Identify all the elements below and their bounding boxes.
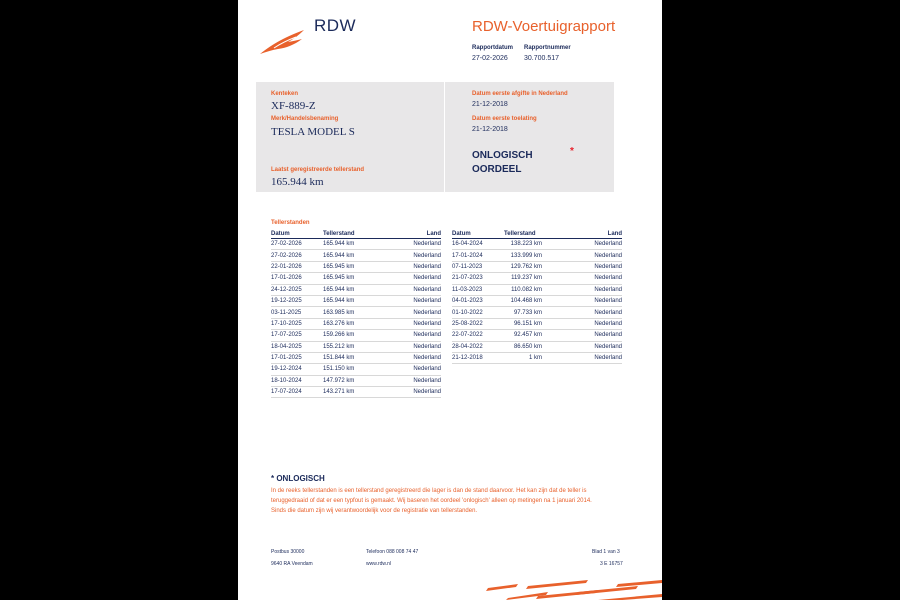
cell-date: 01-10-2022 bbox=[452, 309, 483, 316]
cell-date: 17-07-2025 bbox=[271, 332, 302, 339]
cell-date: 28-04-2022 bbox=[452, 343, 483, 350]
cell-country: Nederland bbox=[413, 343, 441, 350]
last-odometer-value: 165.944 km bbox=[271, 176, 324, 188]
odometer-section-title: Tellerstanden bbox=[271, 220, 310, 226]
col-date: Datum bbox=[271, 231, 290, 237]
table-row bbox=[452, 285, 622, 296]
table-row bbox=[271, 342, 441, 353]
cell-date: 21-07-2023 bbox=[452, 275, 483, 282]
col-date: Datum bbox=[452, 231, 471, 237]
footer-city: 9640 RA Veendam bbox=[271, 561, 313, 567]
cell-country: Nederland bbox=[594, 252, 622, 259]
last-odometer-label: Laatst geregistreerde tellerstand bbox=[271, 167, 365, 173]
cell-reading: 151.844 km bbox=[323, 355, 355, 362]
cell-date: 18-10-2024 bbox=[271, 377, 302, 384]
cell-reading: 129.762 km bbox=[510, 263, 542, 270]
cell-date: 11-03-2023 bbox=[452, 286, 483, 293]
table-header bbox=[271, 228, 441, 239]
table-row bbox=[452, 353, 622, 364]
table-row bbox=[271, 376, 441, 387]
cell-date: 17-01-2024 bbox=[452, 252, 483, 259]
cell-date: 17-01-2026 bbox=[271, 275, 302, 282]
cell-country: Nederland bbox=[413, 275, 441, 282]
cell-date: 25-08-2022 bbox=[452, 320, 483, 327]
cell-country: Nederland bbox=[413, 355, 441, 362]
cell-reading: 138.223 km bbox=[510, 241, 542, 248]
table-row bbox=[452, 307, 622, 318]
cell-reading: 119.237 km bbox=[511, 275, 542, 282]
table-row bbox=[452, 296, 622, 307]
table-row bbox=[452, 250, 622, 261]
verdict-title bbox=[472, 149, 533, 177]
cell-date: 03-11-2025 bbox=[271, 309, 302, 316]
cell-reading: 155.212 km bbox=[323, 343, 355, 350]
cell-country: Nederland bbox=[413, 286, 441, 293]
table-row bbox=[271, 285, 441, 296]
cell-country: Nederland bbox=[594, 286, 622, 293]
cell-reading: 147.972 km bbox=[323, 377, 355, 384]
table-row bbox=[452, 342, 622, 353]
cell-date: 17-01-2025 bbox=[271, 355, 302, 362]
first-nl-label: Datum eerste afgifte in Nederland bbox=[472, 91, 568, 97]
cell-country: Nederland bbox=[413, 263, 441, 270]
table-row bbox=[271, 330, 441, 341]
cell-country: Nederland bbox=[413, 309, 441, 316]
cell-reading: 163.985 km bbox=[323, 309, 355, 316]
cell-reading: 163.276 km bbox=[323, 320, 355, 327]
report-date: 27-02-2026 bbox=[472, 55, 508, 62]
cell-date: 24-12-2025 bbox=[271, 286, 302, 293]
cell-reading: 133.999 km bbox=[510, 252, 542, 259]
table-row bbox=[452, 330, 622, 341]
col-country: Land bbox=[426, 231, 441, 237]
brand-value: TESLA MODEL S bbox=[271, 126, 355, 138]
footer-page-number: Blad 1 van 3 bbox=[592, 549, 620, 555]
cell-country: Nederland bbox=[413, 366, 441, 373]
verdict-asterisk: * bbox=[570, 146, 574, 157]
col-reading: Tellerstand bbox=[504, 231, 536, 237]
table-row bbox=[271, 319, 441, 330]
cell-country: Nederland bbox=[594, 343, 622, 350]
brand-label: Merk/Handelsbenaming bbox=[271, 116, 339, 122]
report-date-label: Rapportdatum bbox=[472, 45, 513, 51]
report-page bbox=[238, 0, 662, 600]
cell-date: 22-07-2022 bbox=[452, 332, 483, 339]
cell-date: 19-12-2024 bbox=[271, 366, 302, 373]
cell-date: 21-12-2018 bbox=[452, 355, 483, 362]
cell-country: Nederland bbox=[594, 320, 622, 327]
cell-reading: 165.944 km bbox=[323, 241, 355, 248]
report-title: RDW-Voertuigrapport bbox=[472, 18, 616, 35]
table-row bbox=[271, 307, 441, 318]
cell-country: Nederland bbox=[594, 275, 622, 282]
decorative-stripes-icon bbox=[478, 578, 662, 600]
table-row bbox=[271, 262, 441, 273]
cell-country: Nederland bbox=[413, 320, 441, 327]
cell-country: Nederland bbox=[594, 241, 622, 248]
table-row bbox=[452, 262, 622, 273]
cell-date: 27-02-2026 bbox=[271, 252, 302, 259]
cell-date: 22-01-2026 bbox=[271, 263, 302, 270]
cell-reading: 97.733 km bbox=[513, 309, 542, 316]
table-row bbox=[452, 239, 622, 250]
cell-reading: 165.945 km bbox=[323, 275, 355, 282]
table-row bbox=[271, 387, 441, 398]
cell-country: Nederland bbox=[413, 377, 441, 384]
cell-reading: 1 km bbox=[528, 355, 542, 362]
footer-web[interactable]: www.rdw.nl bbox=[366, 561, 392, 567]
cell-date: 18-04-2025 bbox=[271, 343, 302, 350]
table-row bbox=[271, 250, 441, 261]
first-nl-value: 21-12-2018 bbox=[472, 101, 508, 108]
cell-date: 17-07-2024 bbox=[271, 389, 302, 396]
cell-reading: 165.944 km bbox=[323, 286, 355, 293]
cell-country: Nederland bbox=[413, 389, 441, 396]
cell-reading: 96.151 km bbox=[513, 320, 542, 327]
cell-country: Nederland bbox=[413, 298, 441, 305]
cell-country: Nederland bbox=[594, 332, 622, 339]
cell-reading: 110.082 km bbox=[511, 286, 542, 293]
cell-date: 17-10-2025 bbox=[271, 320, 302, 327]
table-row bbox=[271, 273, 441, 284]
cell-reading: 165.944 km bbox=[323, 298, 355, 305]
table-row bbox=[271, 364, 441, 375]
cell-country: Nederland bbox=[594, 309, 622, 316]
cell-country: Nederland bbox=[413, 241, 441, 248]
table-row bbox=[452, 273, 622, 284]
table-row bbox=[271, 239, 441, 250]
report-number-label: Rapportnummer bbox=[524, 45, 571, 51]
plate-value: XF-889-Z bbox=[271, 100, 316, 112]
cell-reading: 165.944 km bbox=[323, 252, 355, 259]
col-reading: Tellerstand bbox=[323, 231, 355, 237]
cell-reading: 143.271 km bbox=[323, 389, 355, 396]
table-row bbox=[452, 319, 622, 330]
cell-date: 04-01-2023 bbox=[452, 298, 483, 305]
cell-country: Nederland bbox=[594, 298, 622, 305]
first-admission-value: 21-12-2018 bbox=[472, 126, 508, 133]
table-body bbox=[452, 239, 622, 364]
odometer-table-right bbox=[452, 228, 622, 364]
note-title: * ONLOGISCH bbox=[271, 474, 325, 483]
footer-code: 3 E 16757 bbox=[600, 561, 623, 567]
cell-country: Nederland bbox=[594, 263, 622, 270]
summary-divider bbox=[444, 82, 445, 192]
note-text: In de reeks tellerstanden is een tellerstand geregistreerd die lager is dan de stand daarvoor. Het kan zijn dat de teller is teruggedraaid of dat er een typfout is gemaakt. Wij baseren het oordeel 'onlogisch' alleen op metingen na 1 januari 2014. Sinds die datum zijn wij verantwoordelijk voor de registratie van tellerstanden. bbox=[271, 488, 592, 514]
verdict-line-1: ONLOGISCH bbox=[472, 150, 533, 161]
footer-postbus: Postbus 30000 bbox=[271, 549, 305, 555]
cell-date: 19-12-2025 bbox=[271, 298, 302, 305]
table-header bbox=[452, 228, 622, 239]
cell-reading: 104.468 km bbox=[510, 298, 542, 305]
cell-country: Nederland bbox=[413, 332, 441, 339]
col-country: Land bbox=[607, 231, 622, 237]
logo-text: RDW bbox=[314, 16, 357, 35]
cell-date: 07-11-2023 bbox=[452, 263, 483, 270]
table-body bbox=[271, 239, 441, 398]
cell-reading: 165.945 km bbox=[323, 263, 355, 270]
table-row bbox=[271, 353, 441, 364]
cell-reading: 92.457 km bbox=[513, 332, 542, 339]
cell-date: 16-04-2024 bbox=[452, 241, 483, 248]
first-admission-label: Datum eerste toelating bbox=[472, 116, 537, 122]
report-number: 30.700.517 bbox=[524, 55, 560, 62]
odometer-table-left bbox=[271, 228, 441, 398]
cell-country: Nederland bbox=[594, 355, 622, 362]
cell-country: Nederland bbox=[413, 252, 441, 259]
rdw-logo-icon bbox=[258, 28, 308, 56]
cell-reading: 159.266 km bbox=[323, 332, 355, 339]
verdict-line-2: OORDEEL bbox=[472, 164, 522, 175]
cell-date: 27-02-2026 bbox=[271, 241, 302, 248]
cell-reading: 151.150 km bbox=[323, 366, 355, 373]
table-row bbox=[271, 296, 441, 307]
footer-phone: Telefoon 088 008 74 47 bbox=[366, 549, 419, 555]
cell-reading: 86.650 km bbox=[513, 343, 542, 350]
plate-label: Kenteken bbox=[271, 91, 299, 97]
